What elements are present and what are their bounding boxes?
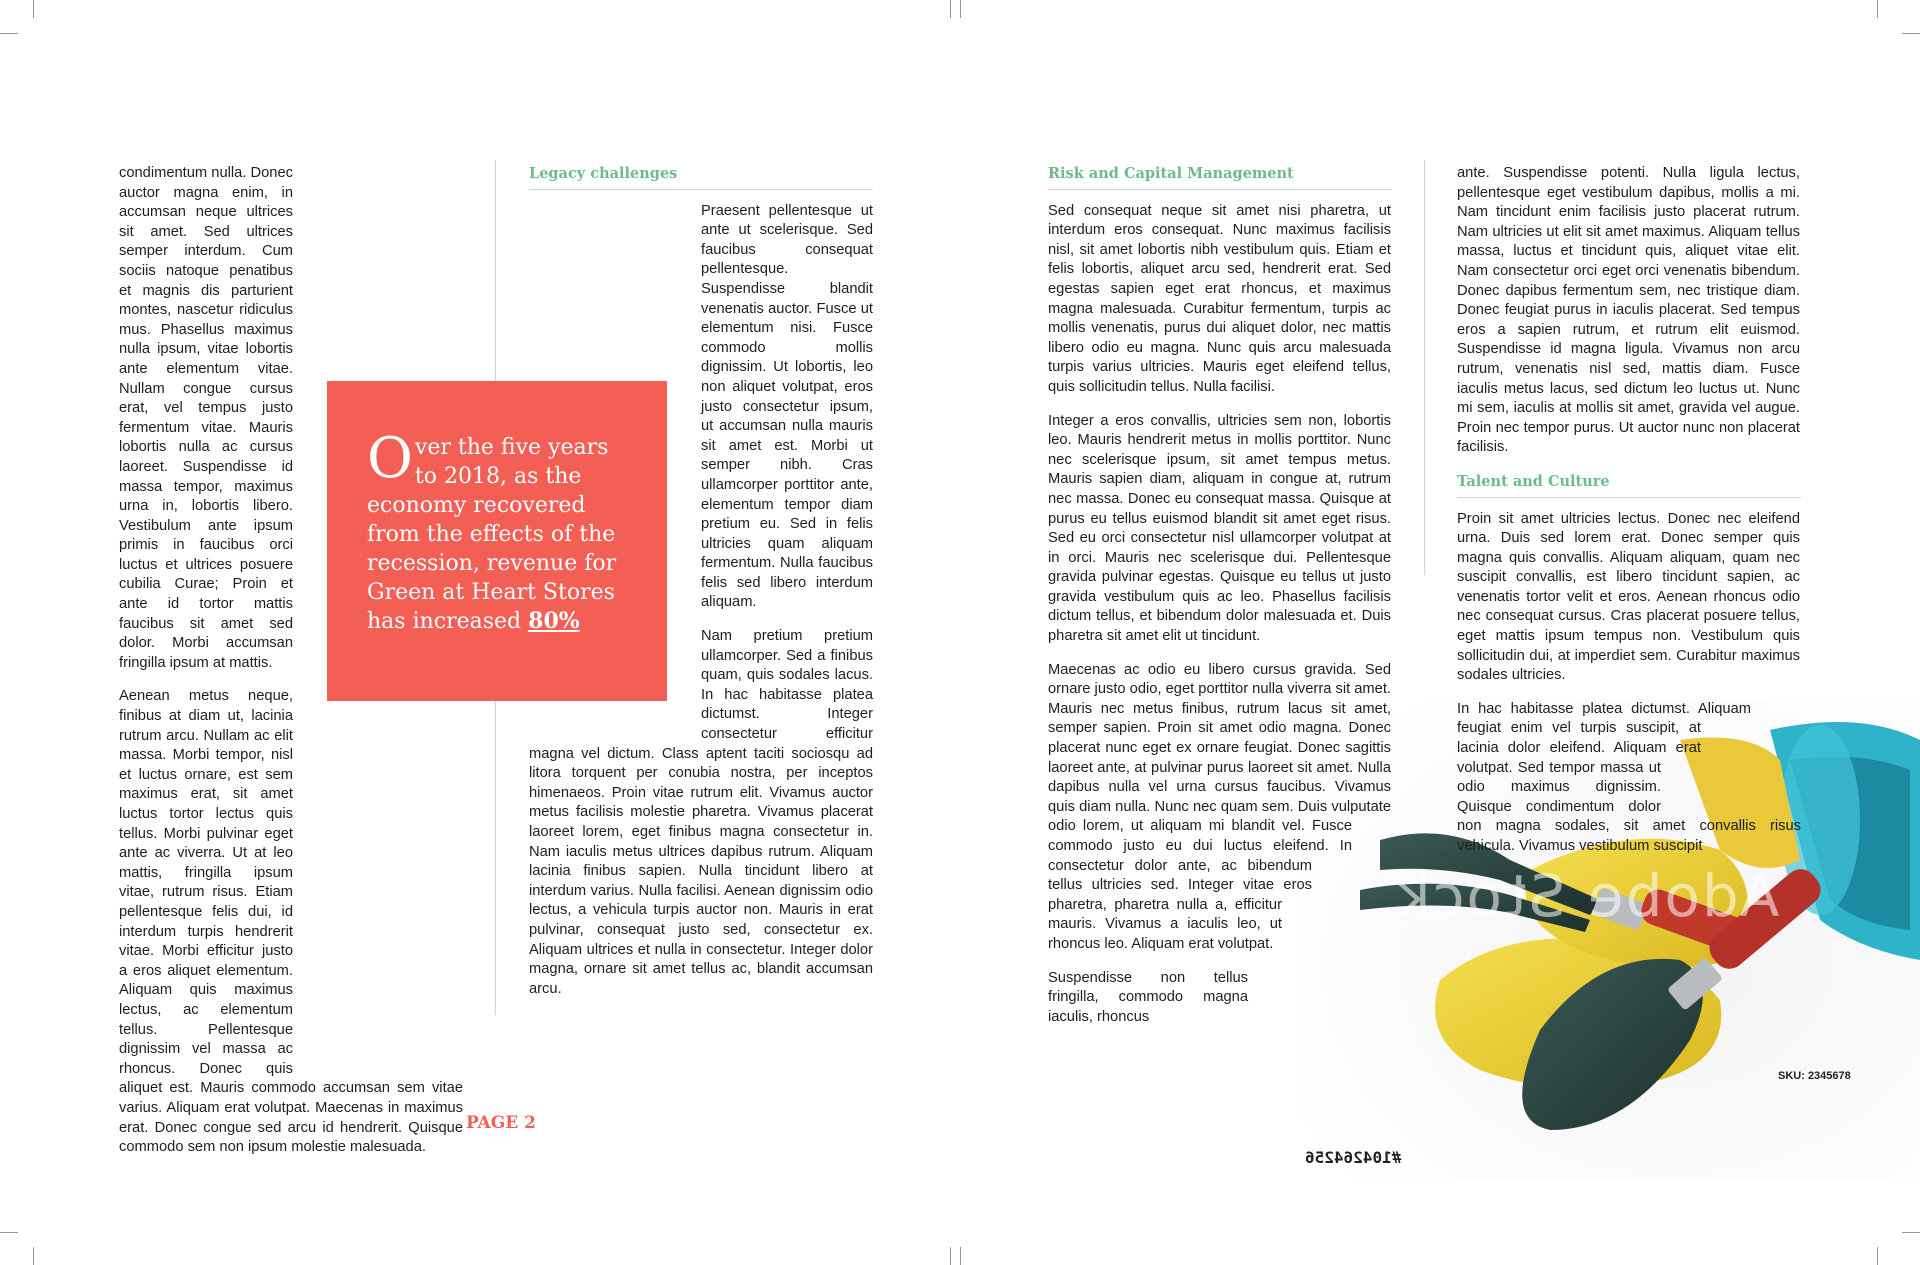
body-paragraph: Nam pretium pretium ullamcorper. Sed a finibus quam, quis sodales lacus. In hac habitasse platea dictumst. Integer consectetur efficitur magna vel dictum. Class aptent taciti sociosqu ad litora torquent per conubia nostra, per inceptos himenaeos. Proin vitae rutrum elit. Vivamus auctor metus facilisis molestie pharetra. Vivamus placerat laoreet lorem, eget finibus magna consectetur in. Nam iaculis metus ultrices dapibus rutrum. Aliquam lacinia finibus sapien. Nulla tincidunt libero at interdum varius. Nulla facilisi. Aenean dignissim odio lectus, a vehicula turpis auctor non. Mauris in erat pulvinar, consequat justo sed, consectetur ex. Aliquam ultrices et nulla in consectetur. Integer dolor magna, ornare sit amet tellus ac, blandit accumsan arcu. — [529, 628, 873, 997]
crop-mark — [960, 0, 961, 18]
wrap-spacer — [1701, 734, 1801, 774]
crop-mark — [33, 0, 34, 18]
crop-mark — [1877, 1247, 1878, 1265]
wrap-spacer — [1312, 862, 1392, 902]
section-heading: Risk and Capital Management — [1048, 164, 1392, 190]
wrap-spacer — [1751, 694, 1801, 734]
body-paragraph: Aenean metus neque, finibus at diam ut, lacinia rutrum arcu. Nullam ac elit massa. Morbi tempor, nisl et luctus ornare, est sem maximus erat, sit amet luctus tortor lectus quis tellus. Morbi pulvinar eget ante ac viverra. Ut at leo mattis, fringilla ipsum vitae, rutrum risus. Etiam pellentesque felis dui, id interdum turpis hendrerit vitae. Morbi efficitur justo a eros aliquet elementum. Aliquam quis maximus lectus, ac elementum tellus. Pellentesque dignissim vel massa ac rhoncus. Donec quis aliquet est. Mauris commodo accumsan sem vitae varius. Aliquam erat volutpat. Maecenas in maximus erat. Donec congue sed arcu id hendrerit. Quisque commodo sem non ipsum molestie malesuada. — [119, 688, 463, 1156]
body-paragraph: Praesent pellentesque ut ante ut scelerisque. Sed faucibus consequat pellentesque. Suspendisse blandit venenatis auctor. Fusce ut elementum nisi. Fusce commodo mollis dignissim. Ut lobortis, leo non aliquet volutpat, eros justo consectetur ipsum, ut accumsan nulla mauris sit amet est. Morbi ut semper nibh. Cras ullamcorper porttitor ante, elementum tempor diam pretium eu. Sed in felis ultricies quam aliquam fermentum. Nulla faucibus felis sed libero interdum aliquam. — [701, 202, 873, 611]
crop-mark — [1877, 0, 1878, 18]
pull-quote — [367, 426, 637, 636]
body-paragraph: Integer a eros convallis, ultricies sem non, lobortis leo. Mauris hendrerit metus in mollis porttitor. Nunc nec scelerisque ipsum, sit amet tempus metus. Mauris sapien diam, aliquam in congue at, rutrum nec massa. Donec eu consequat massa. Quisque at purus eu tellus euismod blandit sit amet eget risus. Sed eu orci consectetur nisl ullamcorper volutpat at in orci. Mauris nec scelerisque dui. Pellentesque gravida pulvinar egestas. Quisque eu tellus ut justo gravida vestibulum quis ac leo. Phasellus facilisis dictum tellus, et bibendum dolor malesuada et. Duis pharetra sit amet elit ut tincidunt. — [1048, 412, 1391, 645]
right-col-1 — [1048, 164, 1392, 1042]
crop-mark — [33, 1247, 34, 1265]
right-col-2 — [1457, 164, 1801, 871]
body-paragraph: Suspendisse non tellus fringilla, commodo magna iaculis, rhoncus — [1048, 969, 1248, 1025]
wrap-spacer — [1262, 962, 1392, 1042]
body-paragraph: In hac habitasse platea dictumst. Aliquam feugiat enim vel turpis suscipit, at lacinia dolor eleifend. Aliquam erat volutpat. Sed tempor massa ut odio maximus dignissim. Quisque condimentum dolor non magna sodales, sit amet convallis risus vehicula. Vivamus vestibulum suscipit — [1457, 700, 1801, 854]
body-paragraph: condimentum nulla. Donec auctor magna enim, in accumsan neque ultrices sit amet. Sed ultrices semper interdum. Cum sociis natoque penatibus et magnis dis parturient montes, nascetur ridiculus mus. Phasellus maximus nulla ipsum, vitae lobortis ante elementum vitae. Nullam congue cursus erat, vel tempus justo fermentum vitae. Mauris lobortis nulla ac cursus laoreet. Suspendisse id massa tempor, maximus urna in, lobortis libero. Vestibulum ante ipsum primis in faucibus orci luctus et ultrices posuere cubilia Curae; Proin et ante id tortor mattis faucibus sit amet sed dolor. Morbi accumsan fringilla ipsum at mattis. — [119, 165, 293, 671]
wrap-spacer — [1391, 202, 1392, 822]
crop-mark — [0, 33, 18, 34]
page-number: PAGE 2 — [466, 1113, 536, 1133]
drop-cap: O — [367, 426, 413, 491]
pull-quote-box — [327, 381, 667, 701]
body-paragraph: ante. Suspendisse potenti. Nulla ligula lectus, pellentesque eget vestibulum dapibus, mollis a mi. Nam tincidunt enim facilisis justo placerat rutrum. Nam ultricies ut elit sit amet maximus. Aliquam tellus massa, luctus et tincidunt quis, aliquet vitae elit. Nam consectetur orci eget orci venenatis bibendum. Donec dapibus fermentum sem, nec tristique diam. Donec feugiat purus in iaculis placerat. Sed tempus eros a sapien rutrum, et rutrum elit euismod. Suspendisse id magna ligula. Vivamus non arcu rutrum, venenatis nisl sed, mattis diam. Fusce iaculis metus lacus, sed dictum leo luctus ut. Nunc mi sem, iaculis at mollis sit amet, gravida vel augue. Proin nec tempor purus. Ut auctor nunc non placerat facilisis. — [1457, 165, 1800, 456]
crop-mark — [960, 1247, 961, 1265]
crop-mark — [950, 0, 951, 18]
body-paragraph: Proin sit amet ultricies lectus. Donec nec eleifend urna. Duis sed lorem erat. Donec semper quis magna quis convallis. Aliquam aliquam, quam nec suscipit convallis, est libero tincidunt sapien, ac venenatis tortor velit et eros. Aenean rhoncus odio nec consequat cursus. Cras placerat posuere tellus, eget mattis ipsum tempus non. Vestibulum quis sollicitudin dui, at imperdiet sem. Curabitur maximus sodales ultricies. — [1457, 510, 1800, 684]
column-rule — [1424, 160, 1425, 575]
crop-mark — [1902, 1232, 1920, 1233]
section-heading: Talent and Culture — [1457, 472, 1801, 498]
crop-mark — [950, 1247, 951, 1265]
body-paragraph: Maecenas ac odio eu libero cursus gravida. Sed ornare justo odio, eget porttitor nulla viverra sit amet. Mauris nec metus finibus, rutrum lacus sit amet, semper sapien. Proin sit amet odio magna. Donec placerat nunc eget ex ornare feugiat. Donec sagittis laoreet ante, at pulvinar purus laoreet sit amet. Nulla dapibus nulla vel urna cursus faucibus. Vivamus quis diam nulla. Nunc nec quam sem. Duis vulputate odio lorem, ut aliquam mi blandit vel. Fusce commodo justo eu dui luctus eleifend. In consectetur dolor ante, ac bibendum tellus ultricies sed. Integer vitae eros pharetra, pharetra nulla a, efficitur mauris. Vivamus a iaculis leo, ut rhoncus leo. Aliquam erat volutpat. — [1048, 661, 1391, 952]
crop-mark — [1902, 33, 1920, 34]
sku-label: SKU: 2345678 — [1778, 1070, 1851, 1082]
stock-watermark: Adobe Stock — [1395, 862, 1780, 930]
pull-quote-text: ver the five years to 2018, as the economy recovered from the effects of the recession, revenue for Green at Heart Stores has increased — [367, 435, 617, 634]
wrap-spacer — [1352, 822, 1392, 862]
body-paragraph: Sed consequat neque sit amet nisi pharetra, ut interdum eros consequat. Nunc maximus facilisis nisl, sit amet lobortis nibh vestibulum quis. Etiam et felis lobortis, aliquet arcu sed, hendrerit erat. Sed egestas sapien eget erat rhoncus, et maximus magna malesuada. Curabitur fermentum, turpis ac mollis venenatis, purus dui aliquet dolor, nec mattis libero odio eu magna. Nunc quis arcu malesuada turpis varius ultricies. Mauris eget eleifend tellus, quis sollicitudin tellus. Nulla facilisi. — [1048, 202, 1391, 395]
wrap-spacer — [1800, 164, 1801, 694]
wrap-spacer — [1282, 902, 1392, 962]
mirrored-id: #104264256 — [1305, 1148, 1402, 1167]
crop-mark — [0, 1232, 18, 1233]
pull-quote-highlight: 80% — [528, 608, 580, 634]
wrap-spacer — [1661, 774, 1801, 814]
section-heading: Legacy challenges — [529, 164, 873, 190]
